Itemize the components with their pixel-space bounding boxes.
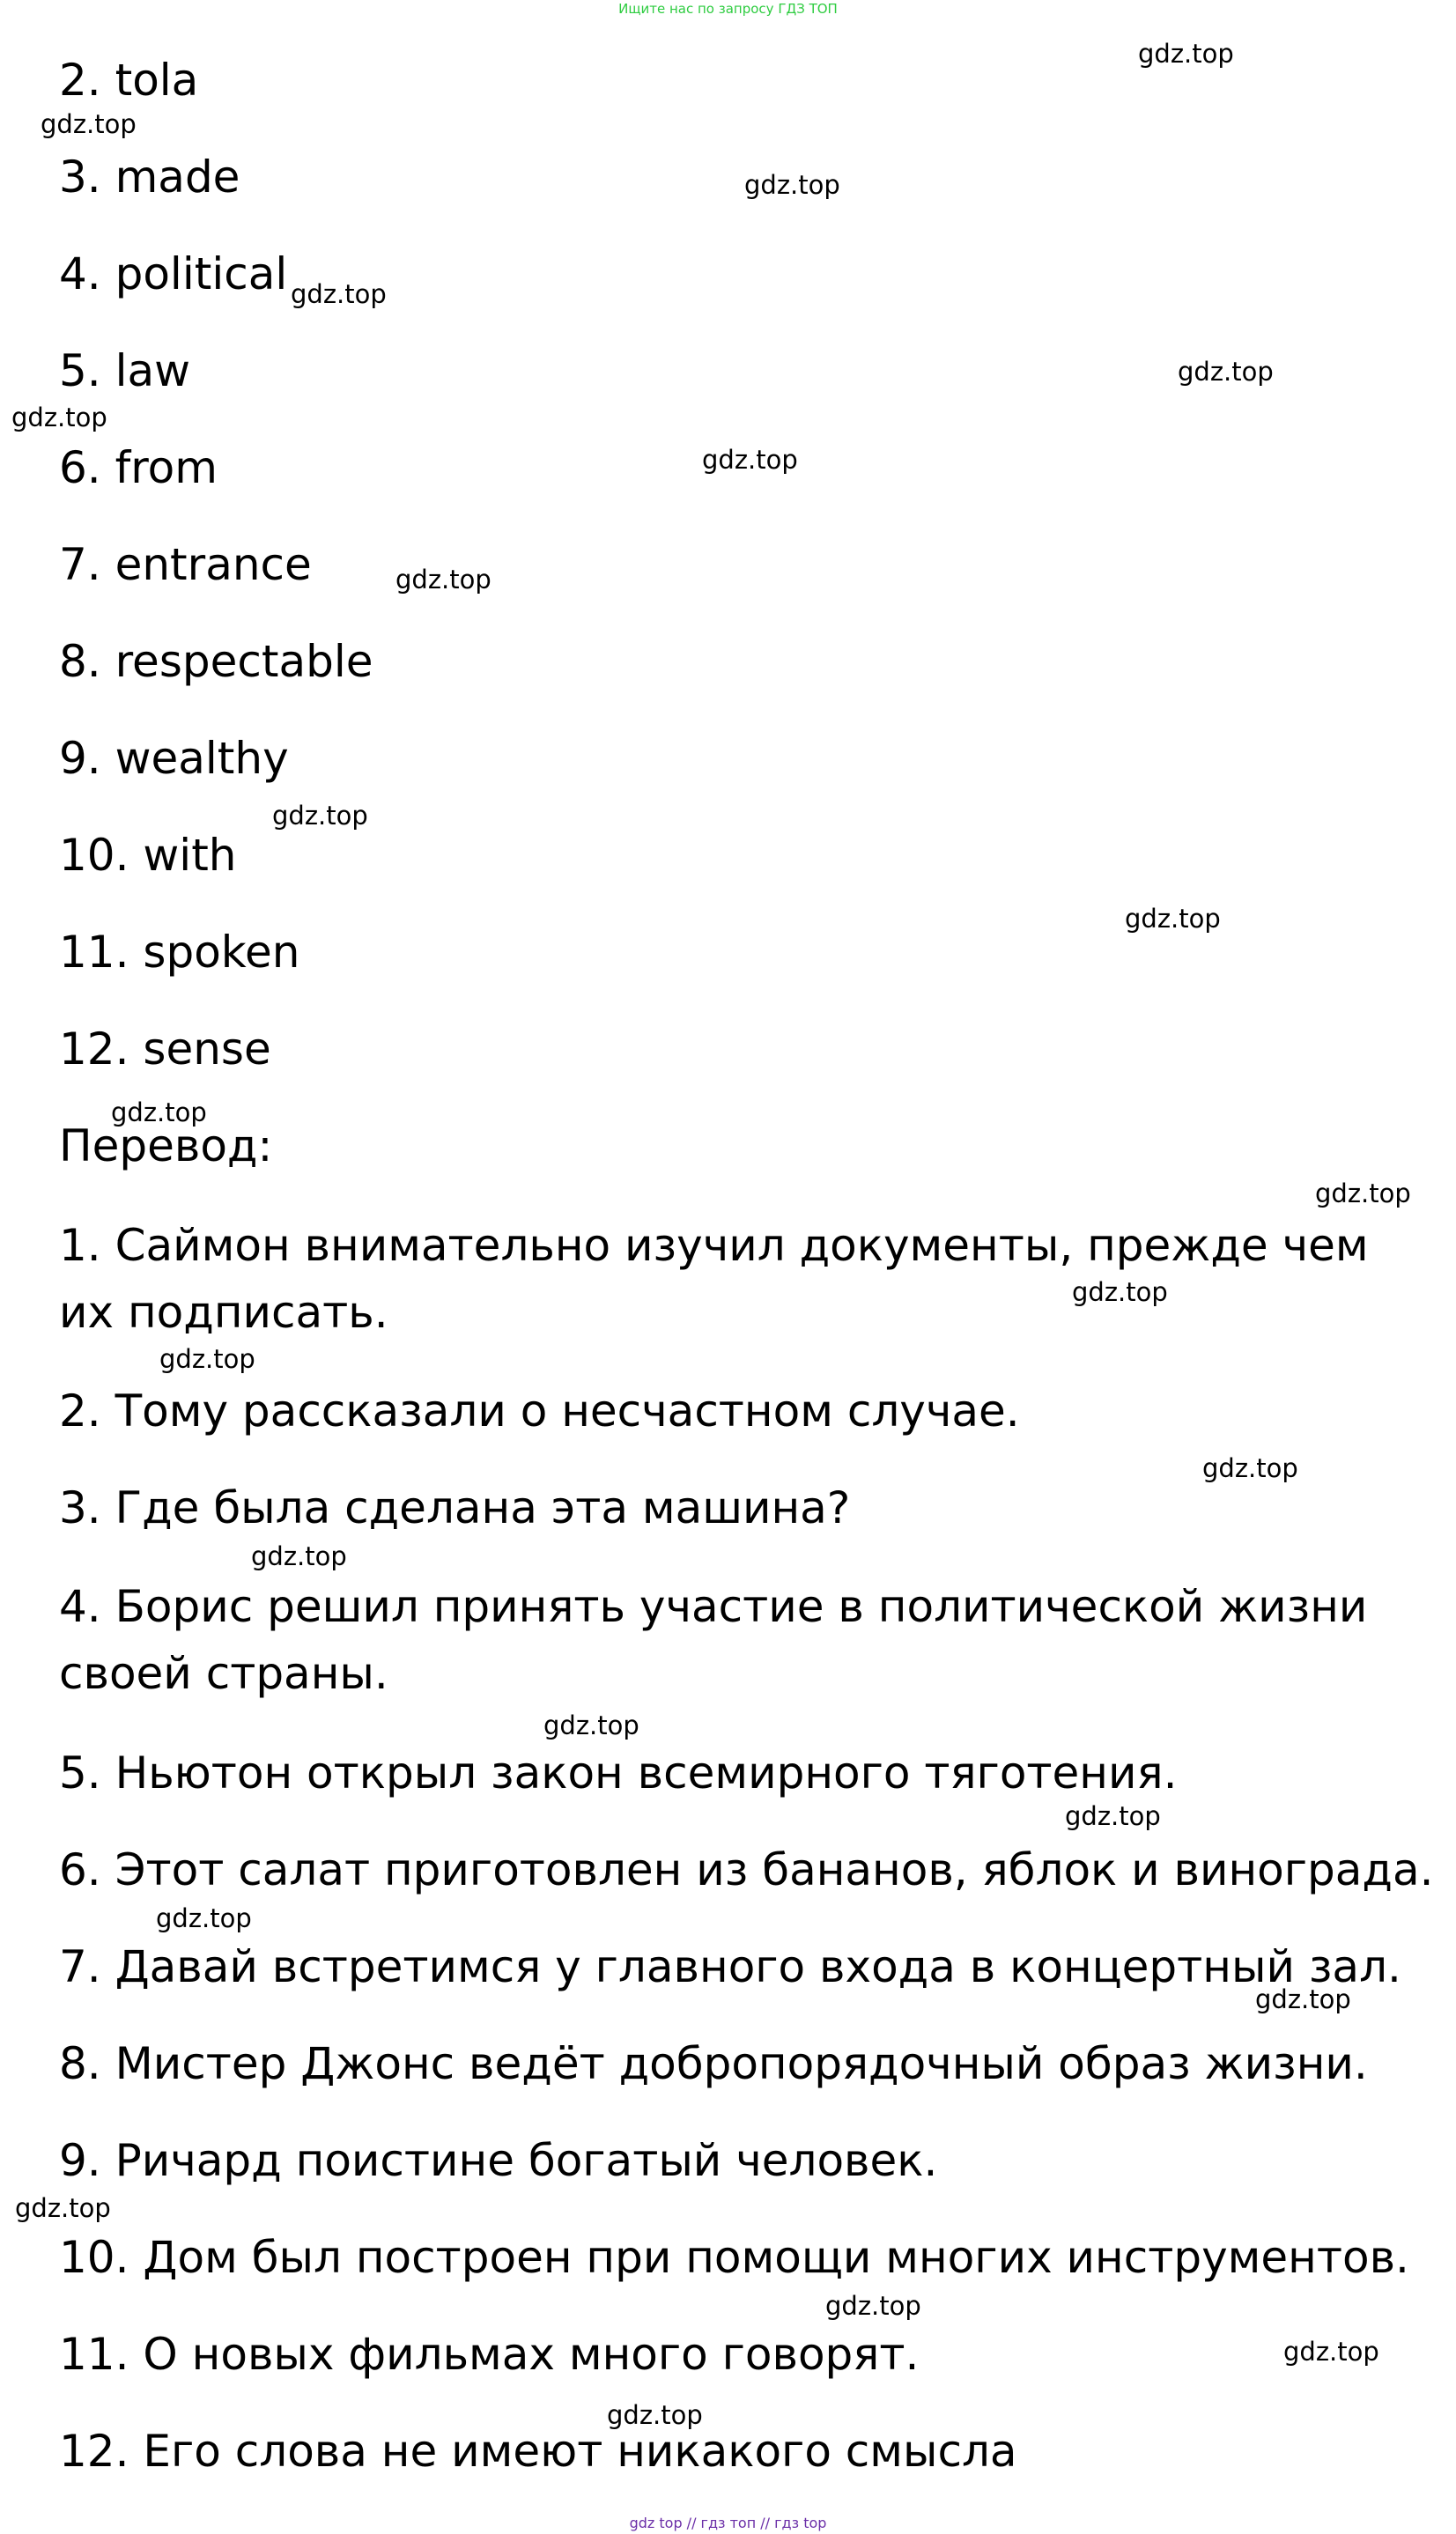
watermark: gdz.top [1255,1984,1351,2014]
translation-item: 12. Его слова не имеют никакого смысла [59,2426,1017,2477]
answer-line: 11. spoken [59,927,300,978]
translation-item: 5. Ньютон открыл закон всемирного тяготения. [59,1747,1178,1799]
watermark: gdz.top [395,565,491,595]
watermark: gdz.top [291,279,387,309]
answer-line: 2. tola [59,55,199,106]
watermark: gdz.top [1138,39,1234,69]
translation-item: 3. Где была сделана эта машина? [59,1482,851,1533]
watermark: gdz.top [607,2400,703,2430]
watermark: gdz.top [702,445,798,475]
translation-item: 6. Этот салат приготовлен из бананов, яблок и винограда. [59,1844,1434,1895]
answer-line: 7. entrance [59,539,312,590]
watermark: gdz.top [41,109,137,139]
translation-item: 9. Ричард поистине богатый человек. [59,2135,938,2186]
answer-line: 9. wealthy [59,733,289,784]
watermark: gdz.top [159,1344,255,1374]
answer-line: 5. law [59,345,191,396]
watermark: gdz.top [272,801,368,831]
translation-item: 2. Тому рассказали о несчастном случае. [59,1385,1020,1437]
search-hint-header: Ищите нас по запросу ГДЗ ТОП [618,1,838,17]
watermark: gdz.top [1072,1277,1168,1307]
translation-heading: Перевод: [59,1120,273,1171]
watermark: gdz.top [1202,1453,1298,1483]
watermark: gdz.top [15,2193,111,2223]
translation-item: 11. О новых фильмах много говорят. [59,2329,920,2380]
translation-item: 7. Давай встретимся у главного входа в концертный зал. [59,1941,1401,1992]
watermark: gdz.top [11,403,107,432]
watermark: gdz.top [1315,1178,1411,1208]
watermark: gdz.top [1065,1801,1161,1831]
watermark: gdz.top [156,1903,252,1933]
answer-line: 8. respectable [59,636,373,687]
watermark: gdz.top [1283,2337,1379,2367]
watermark: gdz.top [1125,904,1221,934]
watermark: gdz.top [825,2291,921,2321]
answer-line: 6. from [59,442,218,493]
answer-line: 12. sense [59,1023,271,1075]
answer-line: 10. with [59,830,237,881]
watermark: gdz.top [744,170,840,200]
translation-item: 1. Саймон внимательно изучил документы, прежде чем их подписать. [59,1220,1369,1338]
watermark: gdz.top [543,1710,639,1740]
watermark: gdz.top [251,1541,347,1571]
footer-links[interactable]: gdz top // гдз топ // гдз top [629,2515,827,2531]
watermark: gdz.top [111,1097,207,1127]
answer-line: 3. made [59,151,240,203]
answer-line: 4. political [59,248,288,299]
translation-item: 4. Борис решил принять участие в политической жизни своей страны. [59,1581,1368,1699]
translation-item: 8. Мистер Джонс ведёт добропорядочный образ жизни. [59,2038,1368,2089]
watermark: gdz.top [1178,357,1274,387]
translation-item: 10. Дом был построен при помощи многих инструментов. [59,2232,1409,2283]
